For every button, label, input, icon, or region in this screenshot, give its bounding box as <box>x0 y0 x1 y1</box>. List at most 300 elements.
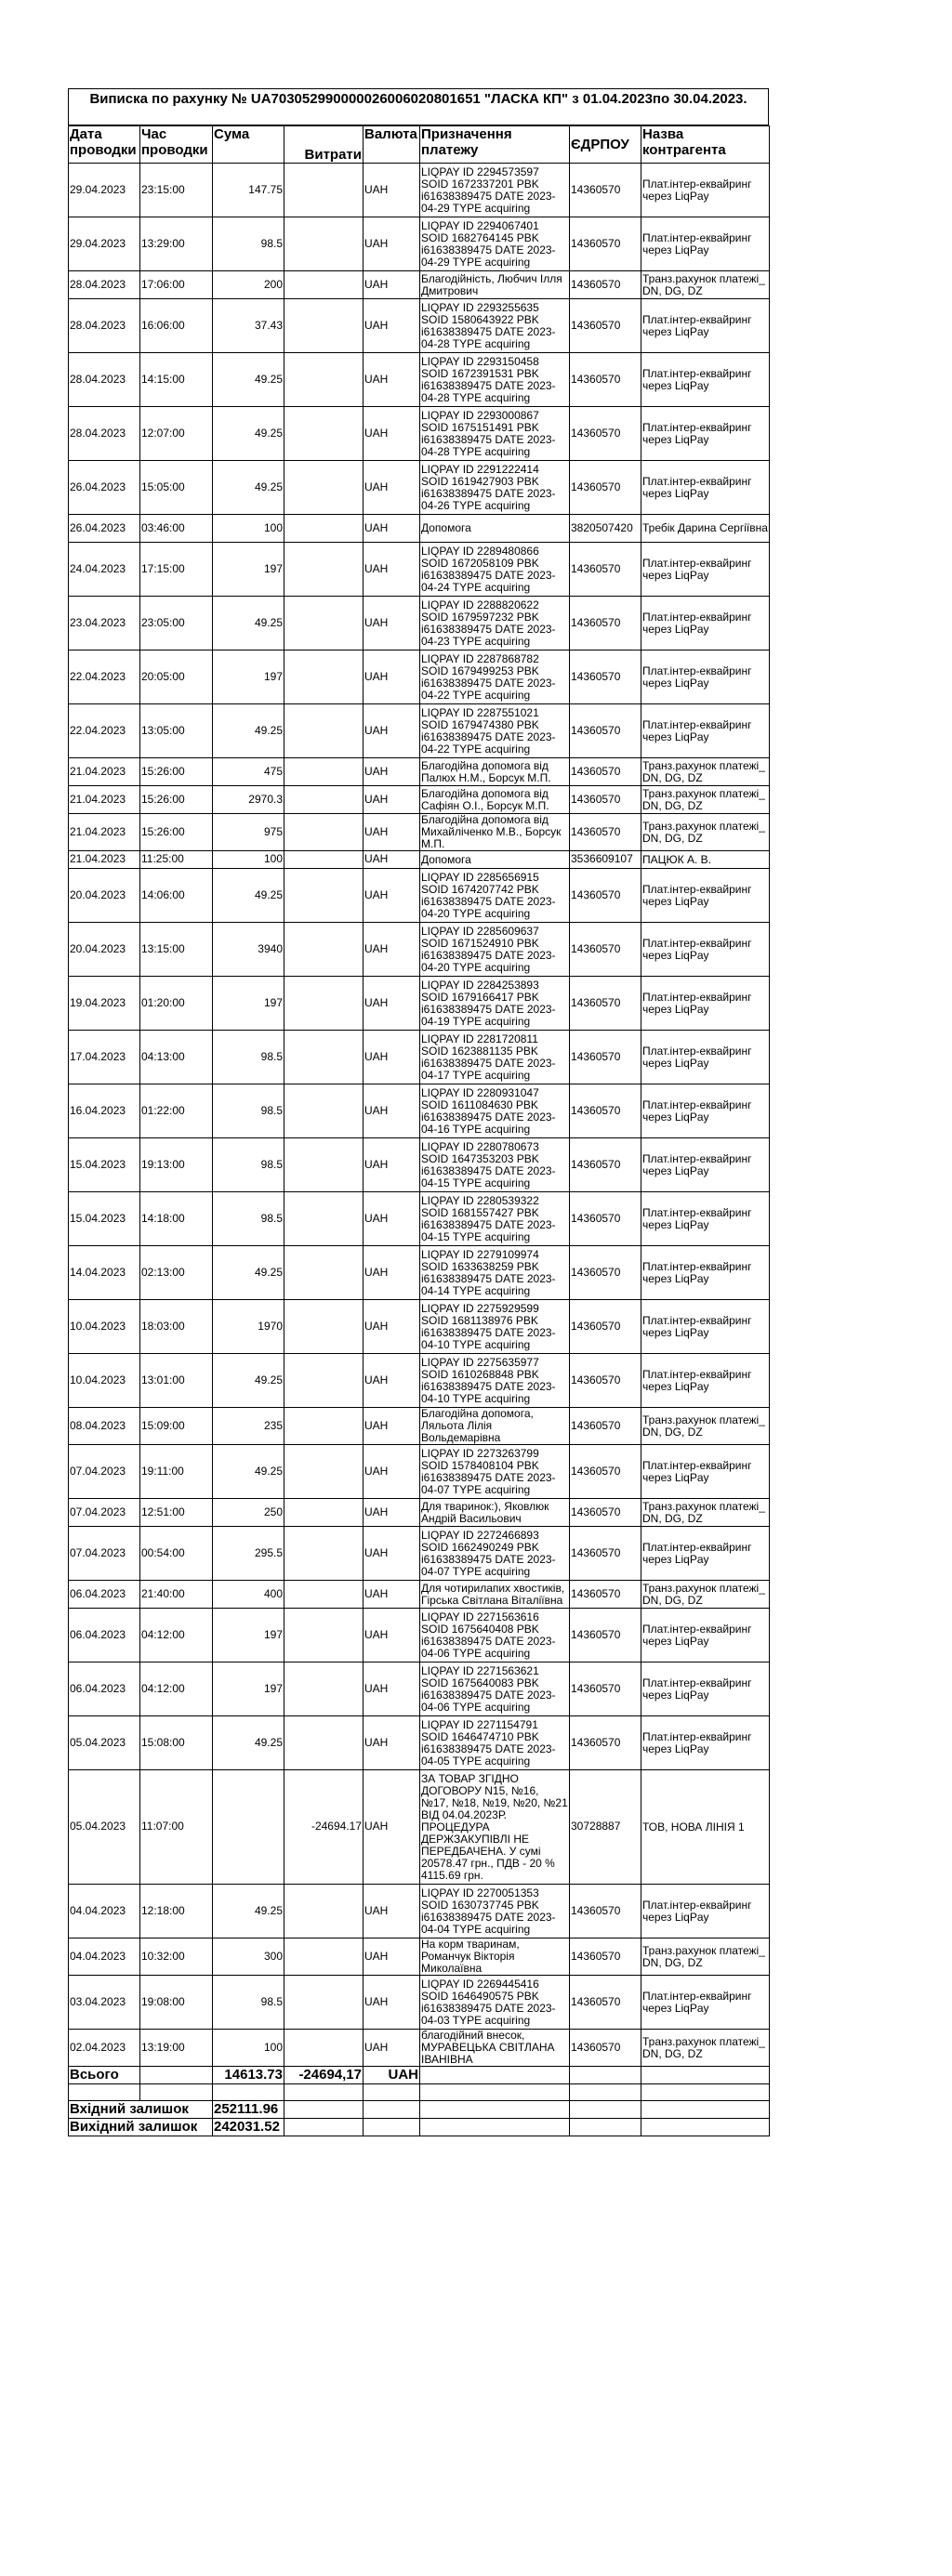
row-expenses <box>284 1499 364 1527</box>
table-row <box>69 1031 770 1084</box>
table-row <box>69 1138 770 1192</box>
row-counterparty: Плат.інтер-еквайринг через LiqPay <box>641 1885 770 1939</box>
row-date: 20.04.2023 <box>69 869 140 923</box>
row-expenses <box>284 353 364 407</box>
row-time: 15:09:00 <box>140 1408 213 1445</box>
row-currency: UAH <box>364 704 420 758</box>
row-time: 13:05:00 <box>140 704 213 758</box>
row-time: 20:05:00 <box>140 651 213 704</box>
row-purpose: Благодійна допомога, Ляльота Лілія Вольдемарівна <box>420 1408 570 1445</box>
row-purpose: На корм тваринам, Романчук Вікторія Миколаївна <box>420 1939 570 1976</box>
row-currency: UAH <box>364 515 420 543</box>
row-date: 26.04.2023 <box>69 515 140 543</box>
row-expenses <box>284 1716 364 1770</box>
row-sum: 200 <box>213 271 284 299</box>
row-counterparty: Плат.інтер-еквайринг через LiqPay <box>641 1354 770 1408</box>
row-date: 04.04.2023 <box>69 1885 140 1939</box>
row-purpose: Допомога <box>420 851 570 869</box>
row-sum: 300 <box>213 1939 284 1976</box>
row-purpose: ЗА ТОВАР ЗГІДНО ДОГОВОРУ N15, №16, №17, №18, №19, №20, №21 ВІД 04.04.2023Р. ПРОЦЕДУРА ДЕРЖЗАКУПІВЛІ НЕ ПЕРЕДБАЧЕНА. У сумі 20578.47 грн., ПДВ - 20 % 4115.69 грн. <box>420 1770 570 1885</box>
row-time: 01:22:00 <box>140 1084 213 1138</box>
totals-expenses: -24694,17 <box>284 2067 364 2084</box>
row-edrpou: 3820507420 <box>570 515 641 543</box>
row-edrpou: 14360570 <box>570 1300 641 1354</box>
table-row <box>69 407 770 461</box>
row-date: 14.04.2023 <box>69 1246 140 1300</box>
row-expenses <box>284 1581 364 1609</box>
row-currency: UAH <box>364 1976 420 2030</box>
row-expenses <box>284 651 364 704</box>
col-header-purpose: Призначення платежу <box>420 126 570 164</box>
row-counterparty: Плат.інтер-еквайринг через LiqPay <box>641 1527 770 1581</box>
row-time: 13:15:00 <box>140 923 213 977</box>
row-purpose: LIQPAY ID 2275929599 SOID 1681138976 PBK i61638389475 DATE 2023-04-10 TYPE acquiring <box>420 1300 570 1354</box>
row-date: 04.04.2023 <box>69 1939 140 1976</box>
row-edrpou: 14360570 <box>570 271 641 299</box>
row-counterparty: Плат.інтер-еквайринг через LiqPay <box>641 1976 770 2030</box>
row-edrpou: 14360570 <box>570 217 641 271</box>
row-currency: UAH <box>364 164 420 217</box>
row-sum: 197 <box>213 651 284 704</box>
row-time: 17:15:00 <box>140 543 213 597</box>
totals-currency: UAH <box>364 2067 420 2084</box>
row-counterparty: Плат.інтер-еквайринг через LiqPay <box>641 1609 770 1663</box>
row-date: 06.04.2023 <box>69 1663 140 1716</box>
row-expenses <box>284 2030 364 2067</box>
row-time: 19:11:00 <box>140 1445 213 1499</box>
row-time: 12:18:00 <box>140 1885 213 1939</box>
row-expenses <box>284 1354 364 1408</box>
row-expenses <box>284 869 364 923</box>
row-sum: 235 <box>213 1408 284 1445</box>
table-row <box>69 704 770 758</box>
table-row <box>69 271 770 299</box>
table-row <box>69 1716 770 1770</box>
row-date: 29.04.2023 <box>69 217 140 271</box>
row-currency: UAH <box>364 851 420 869</box>
col-header-expenses: Витрати <box>284 126 364 164</box>
spacer-row <box>69 2084 770 2101</box>
row-purpose: LIQPAY ID 2294573597 SOID 1672337201 PBK i61638389475 DATE 2023-04-29 TYPE acquiring <box>420 164 570 217</box>
table-row <box>69 758 770 786</box>
row-currency: UAH <box>364 217 420 271</box>
table-row <box>69 1885 770 1939</box>
table-row <box>69 651 770 704</box>
row-time: 14:18:00 <box>140 1192 213 1246</box>
row-counterparty: Плат.інтер-еквайринг через LiqPay <box>641 1246 770 1300</box>
row-date: 28.04.2023 <box>69 299 140 353</box>
table-row <box>69 1499 770 1527</box>
row-currency: UAH <box>364 271 420 299</box>
row-purpose: LIQPAY ID 2293000867 SOID 1675151491 PBK i61638389475 DATE 2023-04-28 TYPE acquiring <box>420 407 570 461</box>
row-currency: UAH <box>364 1939 420 1976</box>
row-sum: 475 <box>213 758 284 786</box>
row-currency: UAH <box>364 1499 420 1527</box>
row-purpose: Благодійна допомога від Михайліченко М.В., Борсук М.П. <box>420 814 570 851</box>
table-row <box>69 217 770 271</box>
row-sum: 197 <box>213 1663 284 1716</box>
row-purpose: LIQPAY ID 2287551021 SOID 1679474380 PBK i61638389475 DATE 2023-04-22 TYPE acquiring <box>420 704 570 758</box>
row-sum: 2970.3 <box>213 786 284 814</box>
row-expenses <box>284 1527 364 1581</box>
row-currency: UAH <box>364 461 420 515</box>
table-row <box>69 1770 770 1885</box>
table-row <box>69 543 770 597</box>
row-counterparty: Плат.інтер-еквайринг через LiqPay <box>641 1084 770 1138</box>
row-edrpou: 14360570 <box>570 407 641 461</box>
table-row <box>69 2030 770 2067</box>
row-time: 15:26:00 <box>140 786 213 814</box>
row-sum: 197 <box>213 977 284 1031</box>
row-expenses <box>284 1246 364 1300</box>
row-sum: 100 <box>213 515 284 543</box>
row-date: 05.04.2023 <box>69 1770 140 1885</box>
row-counterparty: Плат.інтер-еквайринг через LiqPay <box>641 1300 770 1354</box>
row-date: 06.04.2023 <box>69 1609 140 1663</box>
row-edrpou: 14360570 <box>570 1031 641 1084</box>
row-currency: UAH <box>364 786 420 814</box>
row-time: 19:08:00 <box>140 1976 213 2030</box>
row-edrpou: 14360570 <box>570 1976 641 2030</box>
row-sum: 98.5 <box>213 1084 284 1138</box>
row-expenses <box>284 1663 364 1716</box>
table-row <box>69 164 770 217</box>
row-currency: UAH <box>364 1031 420 1084</box>
row-edrpou: 14360570 <box>570 1445 641 1499</box>
row-expenses <box>284 407 364 461</box>
row-expenses <box>284 1885 364 1939</box>
row-edrpou: 14360570 <box>570 758 641 786</box>
totals-row <box>69 2067 770 2084</box>
row-counterparty: Плат.інтер-еквайринг через LiqPay <box>641 217 770 271</box>
row-date: 28.04.2023 <box>69 407 140 461</box>
table-row <box>69 977 770 1031</box>
table-row <box>69 923 770 977</box>
opening-balance-value: 252111.96 <box>213 2101 284 2119</box>
table-row <box>69 299 770 353</box>
row-edrpou: 14360570 <box>570 597 641 651</box>
opening-balance-label: Вхідний залишок <box>69 2101 213 2119</box>
row-purpose: LIQPAY ID 2280931047 SOID 1611084630 PBK i61638389475 DATE 2023-04-16 TYPE acquiring <box>420 1084 570 1138</box>
row-edrpou: 14360570 <box>570 923 641 977</box>
row-expenses <box>284 1192 364 1246</box>
row-currency: UAH <box>364 758 420 786</box>
statement-sheet <box>68 88 769 2136</box>
row-time: 15:05:00 <box>140 461 213 515</box>
row-time: 14:15:00 <box>140 353 213 407</box>
row-time: 03:46:00 <box>140 515 213 543</box>
table-row <box>69 1246 770 1300</box>
row-counterparty: Плат.інтер-еквайринг через LiqPay <box>641 299 770 353</box>
row-currency: UAH <box>364 1663 420 1716</box>
row-purpose: LIQPAY ID 2289480866 SOID 1672058109 PBK i61638389475 DATE 2023-04-24 TYPE acquiring <box>420 543 570 597</box>
table-row <box>69 1581 770 1609</box>
row-expenses <box>284 299 364 353</box>
row-expenses <box>284 851 364 869</box>
row-sum: 49.25 <box>213 869 284 923</box>
row-sum: 400 <box>213 1581 284 1609</box>
row-purpose: LIQPAY ID 2288820622 SOID 1679597232 PBK i61638389475 DATE 2023-04-23 TYPE acquiring <box>420 597 570 651</box>
row-expenses <box>284 461 364 515</box>
row-expenses <box>284 271 364 299</box>
row-expenses <box>284 1084 364 1138</box>
row-expenses <box>284 923 364 977</box>
row-currency: UAH <box>364 299 420 353</box>
row-date: 07.04.2023 <box>69 1499 140 1527</box>
row-purpose: LIQPAY ID 2279109974 SOID 1633638259 PBK i61638389475 DATE 2023-04-14 TYPE acquiring <box>420 1246 570 1300</box>
row-sum: 49.25 <box>213 1716 284 1770</box>
row-currency: UAH <box>364 869 420 923</box>
row-expenses <box>284 217 364 271</box>
table-row <box>69 461 770 515</box>
row-purpose: LIQPAY ID 2294067401 SOID 1682764145 PBK i61638389475 DATE 2023-04-29 TYPE acquiring <box>420 217 570 271</box>
row-edrpou: 14360570 <box>570 651 641 704</box>
row-date: 02.04.2023 <box>69 2030 140 2067</box>
row-time: 02:13:00 <box>140 1246 213 1300</box>
row-sum: 98.5 <box>213 1138 284 1192</box>
row-date: 16.04.2023 <box>69 1084 140 1138</box>
table-row <box>69 1939 770 1976</box>
row-purpose: LIQPAY ID 2281720811 SOID 1623881135 PBK i61638389475 DATE 2023-04-17 TYPE acquiring <box>420 1031 570 1084</box>
table-row <box>69 1445 770 1499</box>
row-expenses <box>284 1976 364 2030</box>
row-time: 12:51:00 <box>140 1499 213 1527</box>
row-time: 23:15:00 <box>140 164 213 217</box>
row-purpose: LIQPAY ID 2271563621 SOID 1675640083 PBK i61638389475 DATE 2023-04-06 TYPE acquiring <box>420 1663 570 1716</box>
row-counterparty: ТОВ, НОВА ЛІНІЯ 1 <box>641 1770 770 1885</box>
row-currency: UAH <box>364 651 420 704</box>
row-date: 26.04.2023 <box>69 461 140 515</box>
row-sum: 49.25 <box>213 353 284 407</box>
row-time: 12:07:00 <box>140 407 213 461</box>
row-sum: 37.43 <box>213 299 284 353</box>
row-currency: UAH <box>364 1138 420 1192</box>
row-edrpou: 14360570 <box>570 977 641 1031</box>
row-purpose: LIQPAY ID 2285609637 SOID 1671524910 PBK i61638389475 DATE 2023-04-20 TYPE acquiring <box>420 923 570 977</box>
row-edrpou: 14360570 <box>570 1246 641 1300</box>
row-time: 15:26:00 <box>140 814 213 851</box>
row-edrpou: 14360570 <box>570 299 641 353</box>
row-sum: 49.25 <box>213 1885 284 1939</box>
row-counterparty: Транз.рахунок платежі_ DN, DG, DZ <box>641 1408 770 1445</box>
row-edrpou: 14360570 <box>570 1885 641 1939</box>
row-sum: 975 <box>213 814 284 851</box>
row-expenses <box>284 1138 364 1192</box>
row-purpose: LIQPAY ID 2273263799 SOID 1578408104 PBK i61638389475 DATE 2023-04-07 TYPE acquiring <box>420 1445 570 1499</box>
row-currency: UAH <box>364 1885 420 1939</box>
transactions-table <box>68 125 770 2136</box>
row-expenses <box>284 1445 364 1499</box>
row-purpose: LIQPAY ID 2271563616 SOID 1675640408 PBK i61638389475 DATE 2023-04-06 TYPE acquiring <box>420 1609 570 1663</box>
row-date: 10.04.2023 <box>69 1354 140 1408</box>
row-sum: 100 <box>213 851 284 869</box>
col-header-counterparty: Назва контрагента <box>641 126 770 164</box>
header-row <box>69 126 770 164</box>
row-currency: UAH <box>364 353 420 407</box>
row-time: 11:25:00 <box>140 851 213 869</box>
row-currency: UAH <box>364 1445 420 1499</box>
table-row <box>69 814 770 851</box>
row-sum: 147.75 <box>213 164 284 217</box>
row-counterparty: Плат.інтер-еквайринг через LiqPay <box>641 353 770 407</box>
row-edrpou: 14360570 <box>570 461 641 515</box>
row-currency: UAH <box>364 923 420 977</box>
row-sum: 49.25 <box>213 1354 284 1408</box>
row-purpose: LIQPAY ID 2275635977 SOID 1610268848 PBK i61638389475 DATE 2023-04-10 TYPE acquiring <box>420 1354 570 1408</box>
row-currency: UAH <box>364 1609 420 1663</box>
row-time: 13:19:00 <box>140 2030 213 2067</box>
row-counterparty: Плат.інтер-еквайринг через LiqPay <box>641 597 770 651</box>
row-edrpou: 30728887 <box>570 1770 641 1885</box>
totals-sum: 14613.73 <box>213 2067 284 2084</box>
row-currency: UAH <box>364 1084 420 1138</box>
row-currency: UAH <box>364 407 420 461</box>
row-date: 20.04.2023 <box>69 923 140 977</box>
row-date: 22.04.2023 <box>69 651 140 704</box>
row-counterparty: Плат.інтер-еквайринг через LiqPay <box>641 461 770 515</box>
row-edrpou: 14360570 <box>570 704 641 758</box>
table-row <box>69 1527 770 1581</box>
row-time: 21:40:00 <box>140 1581 213 1609</box>
row-sum: 49.25 <box>213 1445 284 1499</box>
row-time: 00:54:00 <box>140 1527 213 1581</box>
row-edrpou: 14360570 <box>570 1581 641 1609</box>
row-expenses <box>284 814 364 851</box>
row-date: 21.04.2023 <box>69 814 140 851</box>
row-edrpou: 14360570 <box>570 1716 641 1770</box>
row-counterparty: Плат.інтер-еквайринг через LiqPay <box>641 1663 770 1716</box>
row-edrpou: 14360570 <box>570 1939 641 1976</box>
table-row <box>69 1663 770 1716</box>
row-currency: UAH <box>364 1716 420 1770</box>
row-purpose: LIQPAY ID 2293255635 SOID 1580643922 PBK i61638389475 DATE 2023-04-28 TYPE acquiring <box>420 299 570 353</box>
row-date: 05.04.2023 <box>69 1716 140 1770</box>
row-counterparty: Транз.рахунок платежі_ DN, DG, DZ <box>641 2030 770 2067</box>
row-purpose: LIQPAY ID 2270051353 SOID 1630737745 PBK i61638389475 DATE 2023-04-04 TYPE acquiring <box>420 1885 570 1939</box>
row-sum <box>213 1770 284 1885</box>
row-purpose: LIQPAY ID 2280780673 SOID 1647353203 PBK i61638389475 DATE 2023-04-15 TYPE acquiring <box>420 1138 570 1192</box>
row-time: 13:29:00 <box>140 217 213 271</box>
row-currency: UAH <box>364 2030 420 2067</box>
col-header-time: Час проводки <box>140 126 213 164</box>
row-date: 06.04.2023 <box>69 1581 140 1609</box>
row-date: 23.04.2023 <box>69 597 140 651</box>
table-row <box>69 1976 770 2030</box>
row-counterparty: Плат.інтер-еквайринг через LiqPay <box>641 164 770 217</box>
table-row <box>69 786 770 814</box>
table-row <box>69 851 770 869</box>
row-purpose: LIQPAY ID 2271154791 SOID 1646474710 PBK i61638389475 DATE 2023-04-05 TYPE acquiring <box>420 1716 570 1770</box>
row-sum: 100 <box>213 2030 284 2067</box>
row-sum: 98.5 <box>213 1192 284 1246</box>
row-purpose: LIQPAY ID 2272466893 SOID 1662490249 PBK i61638389475 DATE 2023-04-07 TYPE acquiring <box>420 1527 570 1581</box>
col-header-edrpou: ЄДРПОУ <box>570 126 641 164</box>
statement-title: Виписка по рахунку № UA703052990000026006020801651 "ЛАСКА КП" з 01.04.2023по 30.04.2023. <box>68 88 769 125</box>
row-edrpou: 14360570 <box>570 543 641 597</box>
row-sum: 295.5 <box>213 1527 284 1581</box>
row-expenses <box>284 758 364 786</box>
row-date: 03.04.2023 <box>69 1976 140 2030</box>
row-edrpou: 14360570 <box>570 869 641 923</box>
closing-balance-row <box>69 2119 770 2136</box>
row-currency: UAH <box>364 977 420 1031</box>
row-counterparty: Плат.інтер-еквайринг через LiqPay <box>641 704 770 758</box>
row-counterparty: Плат.інтер-еквайринг через LiqPay <box>641 1716 770 1770</box>
table-row <box>69 1408 770 1445</box>
row-currency: UAH <box>364 1192 420 1246</box>
row-counterparty: Транз.рахунок платежі_ DN, DG, DZ <box>641 1581 770 1609</box>
row-time: 19:13:00 <box>140 1138 213 1192</box>
row-date: 28.04.2023 <box>69 353 140 407</box>
row-edrpou: 14360570 <box>570 1663 641 1716</box>
row-date: 10.04.2023 <box>69 1300 140 1354</box>
row-purpose: LIQPAY ID 2291222414 SOID 1619427903 PBK i61638389475 DATE 2023-04-26 TYPE acquiring <box>420 461 570 515</box>
row-currency: UAH <box>364 597 420 651</box>
row-purpose: Для чотирилапих хвостиків, Гірська Світлана Віталіївна <box>420 1581 570 1609</box>
row-sum: 197 <box>213 543 284 597</box>
row-sum: 98.5 <box>213 217 284 271</box>
row-currency: UAH <box>364 1246 420 1300</box>
row-time: 04:12:00 <box>140 1609 213 1663</box>
row-time: 10:32:00 <box>140 1939 213 1976</box>
row-counterparty: Транз.рахунок платежі_ DN, DG, DZ <box>641 271 770 299</box>
row-expenses <box>284 786 364 814</box>
row-sum: 98.5 <box>213 1031 284 1084</box>
closing-balance-value: 242031.52 <box>213 2119 284 2136</box>
row-expenses <box>284 1031 364 1084</box>
table-row <box>69 515 770 543</box>
row-expenses <box>284 543 364 597</box>
row-expenses <box>284 515 364 543</box>
row-counterparty: ПАЦЮК А. В. <box>641 851 770 869</box>
row-date: 07.04.2023 <box>69 1445 140 1499</box>
row-expenses <box>284 597 364 651</box>
row-edrpou: 14360570 <box>570 1499 641 1527</box>
table-row <box>69 597 770 651</box>
row-purpose: LIQPAY ID 2287868782 SOID 1679499253 PBK i61638389475 DATE 2023-04-22 TYPE acquiring <box>420 651 570 704</box>
row-expenses <box>284 704 364 758</box>
row-currency: UAH <box>364 1527 420 1581</box>
table-row <box>69 1192 770 1246</box>
row-purpose: Благодійна допомога від Палюх Н.М., Борсук М.П. <box>420 758 570 786</box>
row-counterparty: Транз.рахунок платежі_ DN, DG, DZ <box>641 786 770 814</box>
row-purpose: Благодійність, Любчич Ілля Дмитрович <box>420 271 570 299</box>
totals-label: Всього <box>69 2067 140 2084</box>
row-date: 15.04.2023 <box>69 1192 140 1246</box>
row-counterparty: Транз.рахунок платежі_ DN, DG, DZ <box>641 758 770 786</box>
row-purpose: LIQPAY ID 2280539322 SOID 1681557427 PBK i61638389475 DATE 2023-04-15 TYPE acquiring <box>420 1192 570 1246</box>
row-currency: UAH <box>364 1770 420 1885</box>
row-edrpou: 14360570 <box>570 786 641 814</box>
row-counterparty: Плат.інтер-еквайринг через LiqPay <box>641 1192 770 1246</box>
row-counterparty: Плат.інтер-еквайринг через LiqPay <box>641 977 770 1031</box>
col-header-currency: Валюта <box>364 126 420 164</box>
row-sum: 49.25 <box>213 704 284 758</box>
row-time: 18:03:00 <box>140 1300 213 1354</box>
table-row <box>69 353 770 407</box>
row-counterparty: Плат.інтер-еквайринг через LiqPay <box>641 923 770 977</box>
row-sum: 49.25 <box>213 461 284 515</box>
row-date: 21.04.2023 <box>69 758 140 786</box>
row-purpose: благодійний внесок, МУРАВЕЦЬКА СВІТЛАНА ІВАНІВНА <box>420 2030 570 2067</box>
row-counterparty: Плат.інтер-еквайринг через LiqPay <box>641 651 770 704</box>
table-row <box>69 1300 770 1354</box>
row-counterparty: Плат.інтер-еквайринг через LiqPay <box>641 869 770 923</box>
row-time: 15:08:00 <box>140 1716 213 1770</box>
row-time: 23:05:00 <box>140 597 213 651</box>
row-time: 11:07:00 <box>140 1770 213 1885</box>
row-counterparty: Требік Дарина Сергіївна <box>641 515 770 543</box>
